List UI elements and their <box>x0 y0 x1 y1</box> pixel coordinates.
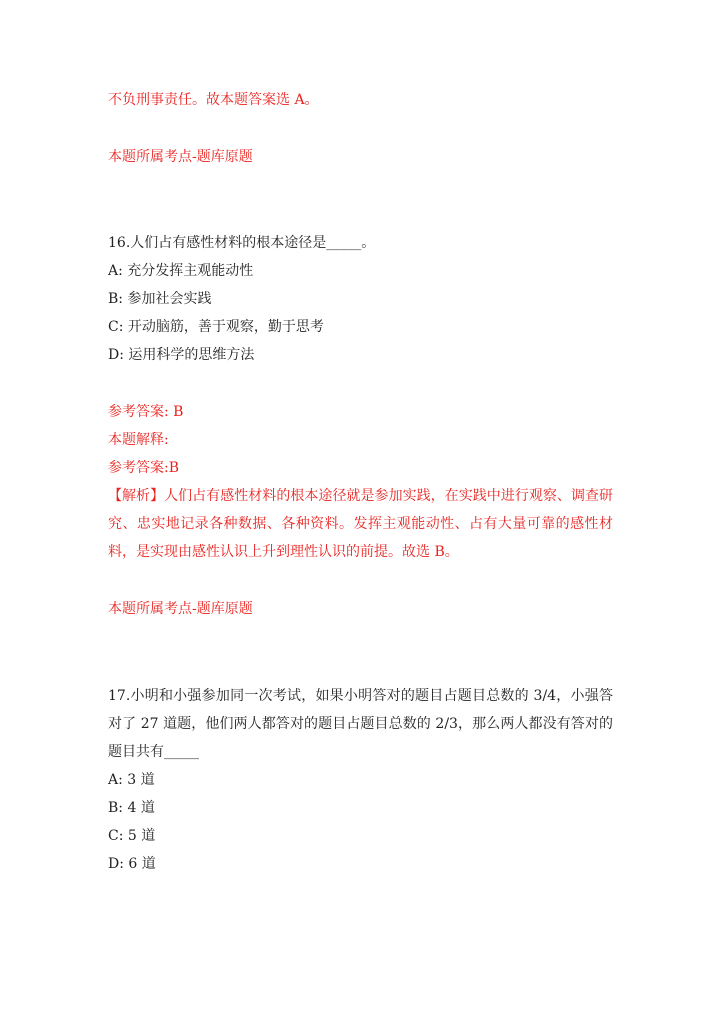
question-16-source-note: 本题所属考点-题库原题 <box>108 601 253 617</box>
question-17-option-b: B: 4 道 <box>108 800 155 816</box>
question-16-answer: 参考答案: B <box>108 404 184 420</box>
question-16-option-b: B: 参加社会实践 <box>108 291 212 307</box>
question-16-option-c: C: 开动脑筋，善于观察，勤于思考 <box>108 319 324 335</box>
question-17-stem: 17.小明和小强参加同一次考试，如果小明答对的题目占题目总数的 3/4，小强答对了 27 道题，他们两人都答对的题目占题目总数的 2/3，那么两人都没有答对的题目共有_____ <box>108 688 613 760</box>
question-16-option-d: D: 运用科学的思维方法 <box>108 347 255 363</box>
question-16-answer-repeat: 参考答案:B <box>108 460 180 476</box>
previous-explanation-tail: 不负刑事责任。故本题答案选 A。 <box>108 92 319 108</box>
question-16-option-a: A: 充分发挥主观能动性 <box>108 263 254 279</box>
question-16-explanation: 【解析】人们占有感性材料的根本途径就是参加实践，在实践中进行观察、调查研究、忠实地记录各种数据、各种资料。发挥主观能动性、占有大量可靠的感性材料，是实现由感性认识上升到理性认识的前提。故选 B。 <box>108 488 613 560</box>
previous-source-note: 本题所属考点-题库原题 <box>108 149 253 165</box>
question-17-option-c: C: 5 道 <box>108 828 156 844</box>
question-17-option-d: D: 6 道 <box>108 856 156 872</box>
question-17-option-a: A: 3 道 <box>108 772 155 788</box>
question-16-stem: 16.人们占有感性材料的根本途径是_____。 <box>108 235 376 251</box>
question-16-explain-label: 本题解释: <box>108 432 169 448</box>
